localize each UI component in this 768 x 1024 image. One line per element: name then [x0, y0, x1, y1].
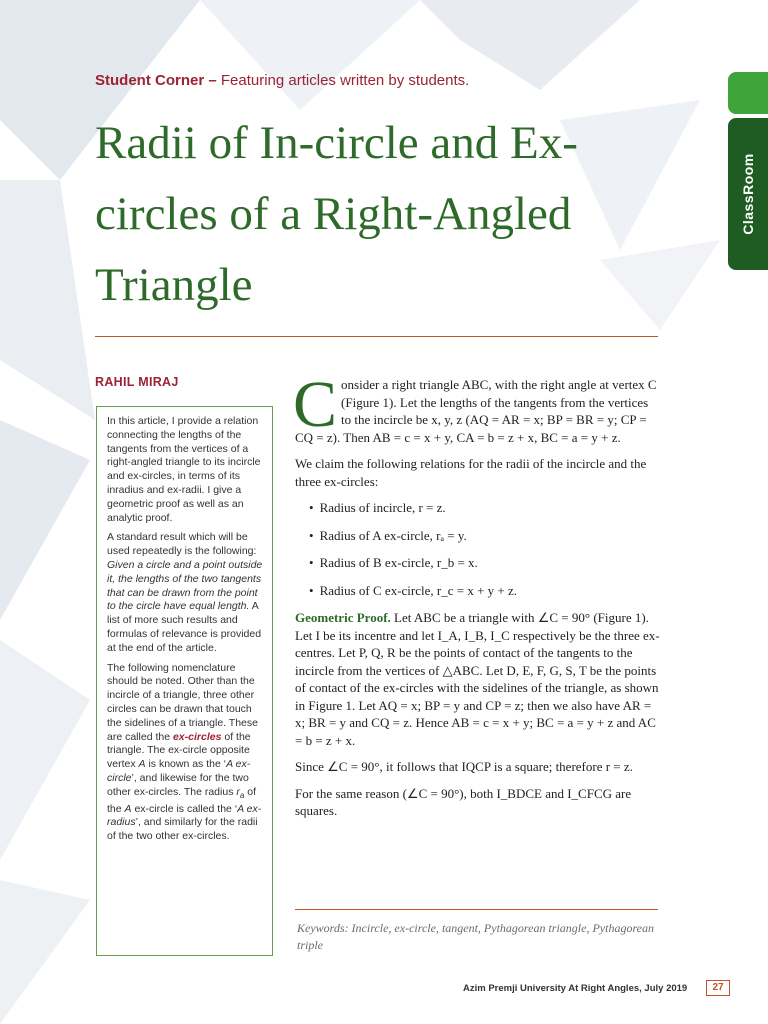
page-number: 27	[706, 980, 730, 996]
title-divider	[95, 336, 658, 337]
tab-accent	[728, 72, 768, 114]
square-paragraph: Since ∠C = 90°, it follows that IQCP is a square; therefore r = z.	[295, 759, 633, 774]
claim-paragraph: We claim the following relations for the radii of the incircle and the three ex-circles:	[295, 456, 647, 489]
list-item: • Radius of A ex-circle, rₐ = y.	[309, 527, 660, 545]
footer-text: Azim Premji University At Right Angles, July 2019	[463, 983, 688, 994]
keywords: Keywords: Incircle, ex-circle, tangent, Pythagorean triangle, Pythagorean triple	[297, 921, 655, 952]
article-title: Radii of In-circle and Ex-circles of a Right-Angled Triangle	[95, 117, 578, 311]
proof-paragraph: Geometric Proof. Let ABC be a triangle with ∠C = 90° (Figure 1). Let I be its incentre and let I_A, I_B, I_C respectively be the three ex-centres. Let P, Q, R be the points of contact of the tangents to the incircle from the vertices of △ABC. Let D, E, F, G, S, T be the points of contact of the ex-circles with the sidelines of the triangle, as shown in Figure 1. Let AQ = x; BP = y and CP = z; then we also have AR = x; BR = y and CQ = z. Hence AB = c = x + y; BC = a = y + z and AC = b = z + x.	[295, 610, 660, 748]
article-body	[293, 368, 660, 829]
abstract-box	[96, 406, 273, 956]
section-label: Student Corner –	[95, 72, 217, 89]
classroom-tab-label: ClassRoom	[740, 153, 756, 235]
abstract-paragraph-2: A standard result which will be used repeatedly is the following: Given a circle and a point outside it, the lengths of the two tangents that can be drawn from the point to the circle have equal length. A list of more such results and formulas of relevance is provided at the end of the article.	[107, 531, 263, 654]
list-item: • Radius of B ex-circle, r_b = x.	[309, 554, 660, 572]
drop-cap: C	[293, 368, 338, 441]
same-reason-paragraph: For the same reason (∠C = 90°), both I_BDCE and I_CFCG are squares.	[295, 785, 632, 818]
classroom-tab	[728, 118, 768, 270]
list-item: • Radius of C ex-circle, r_c = x + y + z.	[309, 582, 660, 600]
list-item: • Radius of incircle, r = z.	[309, 499, 660, 517]
radius-list	[295, 499, 660, 599]
abstract-paragraph-1: In this article, I provide a relation connecting the lengths of the tangents from the vertices of a right-angled triangle to its incircle and ex-circles, in terms of its inradius and ex-radii. I give a geometric proof as well as an analytic proof.	[107, 415, 261, 524]
proof-label: Geometric Proof.	[295, 610, 391, 625]
student-corner-header	[95, 72, 469, 89]
intro-paragraph: Consider a right triangle ABC, with the right angle at vertex C (Figure 1). Let the lengths of the tangents from the vertices to the incircle be x, y, z (AQ = AR = x; BP = BR = y; CP = CQ = z). Then AB = c = x + y, CA = b = z + x, BC = a = y + z.	[293, 368, 657, 445]
author-name: RAHIL MIRAJ	[95, 375, 179, 389]
keywords-divider	[295, 909, 658, 910]
section-tagline: Featuring articles written by students.	[220, 72, 470, 89]
abstract-paragraph-3: The following nomenclature should be noted. Other than the incircle of a triangle, three other circles can be drawn that touch the sidelines of a triangle. These are called the ex-circles of the triangle. The ex-circle opposite vertex A is known as the ‘A ex-circle’, and likewise for the two other ex-circles. The radius $r_a$ of the A ex-circle is called the ‘A ex-radius’, and similarly for the radii of the two other ex-circles.	[107, 661, 262, 843]
